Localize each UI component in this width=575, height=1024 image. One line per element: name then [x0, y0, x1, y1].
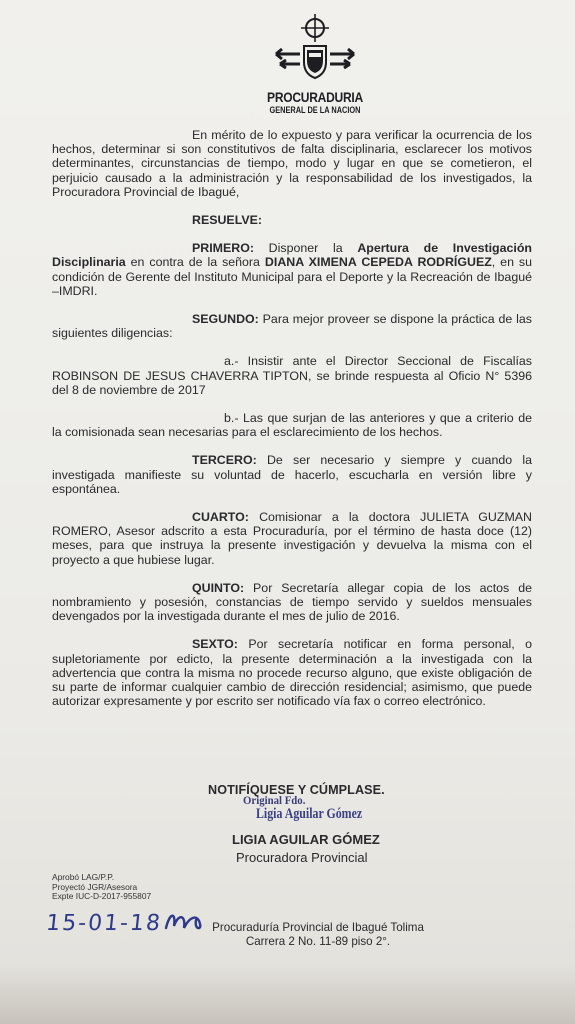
quinto-text: Por Secretaría allegar copia de los actos de nombramiento y posesión, constancias de tiempo servido y sueldos mensuales devengados por la investigada durante el mes de julio de 2016.	[52, 580, 532, 624]
item-b-paragraph: b.- Las que surjan de las anteriores y que a criterio de la comisionada sean necesarias para el esclarecimiento de los hechos.	[52, 411, 532, 440]
quinto-paragraph	[52, 581, 532, 624]
closing-block	[208, 783, 428, 797]
sexto-text: Por secretaría notificar en forma personal, o supletoriamente por edicto, la presente determinación a la investigada con la advertencia que contra la misma no procede recurso alguno, que existe obligación de su parte de informar cualquier cambio de dirección residencial; asimismo, que puede autorizar expresamente y por escrito ser notificado vía fax o correo electrónico.	[52, 637, 532, 709]
signer-name: LIGIA AGUILAR GÓMEZ	[232, 832, 380, 847]
signer-role: Procuradora Provincial	[236, 850, 368, 865]
primero-label: PRIMERO:	[192, 241, 254, 256]
cuarto-paragraph	[52, 510, 532, 567]
segundo-label: SEGUNDO:	[192, 312, 259, 327]
sexto-paragraph	[52, 637, 532, 708]
notify-heading: NOTIFÍQUESE Y CÚMPLASE.	[208, 783, 385, 797]
sexto-label: SEXTO:	[192, 637, 238, 652]
office-name: Procuraduría Provincial de Ibagué Tolima	[212, 921, 424, 934]
segundo-text: Para mejor proveer se dispone la práctica de las siguientes diligencias:	[52, 312, 532, 341]
intro-paragraph: En mérito de lo expuesto y para verificar la ocurrencia de los hechos, determinar si son constitutivos de falta disciplinaria, esclarecer los motivos determinantes, circunstancias de tiempo, modo y lugar en que se cometieron, el perjuicio causado a la administración y la responsabilidad de los investigados, la Procuradora Provincial de Ibagué,	[52, 128, 532, 199]
resuelve-label: RESUELVE:	[192, 213, 262, 228]
tercero-paragraph	[52, 453, 532, 496]
cuarto-label: CUARTO:	[192, 510, 249, 525]
file-number: Expte IUC-D-2017-955807	[52, 891, 152, 902]
primero-text-b: en contra de la señora	[130, 255, 260, 270]
approval-notes	[52, 873, 151, 902]
primero-text-c: , en su condición de Gerente del Instituto Municipal para el Deporte y la Recreación de Ibagué –IMDRI.	[52, 255, 532, 298]
primero-bold-text: Apertura de Investigación Disciplinaria	[52, 241, 532, 270]
segundo-paragraph	[52, 312, 532, 340]
document-body	[52, 128, 532, 709]
cuarto-text: Comisionar a la doctora JULIETA GUZMAN ROMERO, Asesor adscrito a esta Procuraduría, por el término de hasta doce (12) meses, para que instruya la presente investigación y devuelva la misma con el proyecto a que hubiese lugar.	[52, 510, 532, 567]
institution-name: PROCURADURIA	[267, 89, 363, 105]
coat-of-arms-logo	[260, 12, 370, 90]
item-a-paragraph: a.- Insistir ante el Director Seccional de Fiscalías ROBINSON DE JESUS CHAVERRA TIPTON, se brinde respuesta al Oficio N° 5396 del 8 de noviembre de 2017	[52, 354, 532, 397]
quinto-label: QUINTO:	[192, 580, 245, 595]
tercero-label: TERCERO:	[192, 453, 257, 468]
signature-stamp: Ligia Aguilar Gómez	[256, 806, 363, 822]
tercero-text: De ser necesario y siempre y cuando la investigada manifieste su voluntad de hacerlo, escucharla en versión libre y espontánea.	[52, 453, 532, 496]
letterhead	[245, 12, 385, 115]
projected-by: Proyectó JGR/Asesora	[52, 881, 138, 892]
primero-person-name: DIANA XIMENA CEPEDA RODRÍGUEZ	[264, 255, 492, 270]
approved-by: Aprobó LAG/P.P.	[52, 872, 115, 882]
handwritten-date	[48, 906, 213, 936]
original-signed-stamp: Original Fdo.	[243, 793, 306, 807]
office-address	[198, 921, 438, 949]
primero-paragraph	[52, 241, 532, 298]
resuelve-heading	[52, 213, 532, 227]
handwritten-date-text: 15-01-18	[48, 911, 164, 936]
primero-text-a: Disponer la	[268, 241, 343, 256]
office-street: Carrera 2 No. 11-89 piso 2°.	[245, 935, 391, 948]
institution-subtitle: GENERAL DE LA NACION	[269, 105, 361, 115]
